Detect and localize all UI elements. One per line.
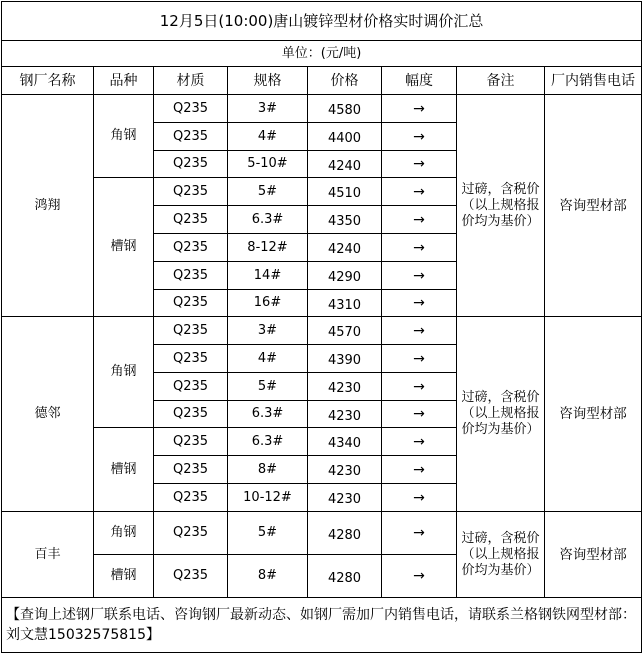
spec-cell: 5# — [228, 512, 308, 555]
header-row — [2, 67, 642, 95]
material-cell: Q235 — [154, 317, 228, 345]
change-arrow-icon: → — [382, 456, 457, 484]
material-cell: Q235 — [154, 512, 228, 555]
price-cell: 4580 — [308, 95, 382, 123]
price-summary-sheet — [1, 1, 641, 666]
price-table-body — [2, 2, 642, 653]
change-arrow-icon: → — [382, 317, 457, 345]
table-row — [2, 512, 642, 555]
material-cell: Q235 — [154, 373, 228, 401]
sales-phone-cell: 咨询型材部 — [545, 317, 642, 512]
price-cell: 4570 — [308, 317, 382, 345]
header-variety: 品种 — [94, 67, 154, 95]
variety-name: 槽钢 — [94, 428, 154, 512]
table-row — [2, 95, 642, 123]
spec-cell: 10-12# — [228, 484, 308, 512]
change-arrow-icon: → — [382, 95, 457, 123]
material-cell: Q235 — [154, 178, 228, 206]
spec-cell: 5# — [228, 178, 308, 206]
spec-cell: 8# — [228, 555, 308, 598]
spec-cell: 3# — [228, 317, 308, 345]
variety-name: 角钢 — [94, 95, 154, 178]
mill-name: 鸿翔 — [2, 95, 94, 317]
material-cell: Q235 — [154, 262, 228, 290]
price-cell: 4510 — [308, 178, 382, 206]
material-cell: Q235 — [154, 123, 228, 151]
price-cell: 4240 — [308, 234, 382, 262]
change-arrow-icon: → — [382, 262, 457, 290]
variety-name: 角钢 — [94, 317, 154, 428]
spec-cell: 5-10# — [228, 151, 308, 178]
material-cell: Q235 — [154, 456, 228, 484]
change-arrow-icon: → — [382, 555, 457, 598]
material-cell: Q235 — [154, 345, 228, 373]
change-arrow-icon: → — [382, 345, 457, 373]
price-cell: 4230 — [308, 456, 382, 484]
page-title: 12月5日(10:00)唐山镀锌型材价格实时调价汇总 — [2, 2, 642, 41]
table-row — [2, 317, 642, 345]
material-cell: Q235 — [154, 95, 228, 123]
price-cell: 4230 — [308, 484, 382, 512]
header-note: 备注 — [457, 67, 545, 95]
spec-cell: 8# — [228, 456, 308, 484]
note-cell: 过磅，含税价（以上规格报价均为基价） — [457, 317, 545, 512]
price-cell: 4350 — [308, 206, 382, 234]
spec-cell: 5# — [228, 373, 308, 401]
spec-cell: 8-12# — [228, 234, 308, 262]
price-cell: 4230 — [308, 401, 382, 428]
header-sales-phone: 厂内销售电话 — [545, 67, 642, 95]
price-cell: 4240 — [308, 151, 382, 178]
spec-cell: 3# — [228, 95, 308, 123]
material-cell: Q235 — [154, 428, 228, 456]
header-mill: 钢厂名称 — [2, 67, 94, 95]
price-table — [1, 1, 642, 653]
variety-name: 角钢 — [94, 512, 154, 555]
price-cell: 4280 — [308, 555, 382, 598]
material-cell: Q235 — [154, 290, 228, 317]
change-arrow-icon: → — [382, 401, 457, 428]
footer-row — [2, 598, 642, 653]
material-cell: Q235 — [154, 484, 228, 512]
price-cell: 4400 — [308, 123, 382, 151]
change-arrow-icon: → — [382, 151, 457, 178]
price-cell: 4390 — [308, 345, 382, 373]
change-arrow-icon: → — [382, 234, 457, 262]
price-cell: 4230 — [308, 373, 382, 401]
unit-row — [2, 41, 642, 67]
material-cell: Q235 — [154, 151, 228, 178]
change-arrow-icon: → — [382, 428, 457, 456]
change-arrow-icon: → — [382, 123, 457, 151]
mill-name: 德邻 — [2, 317, 94, 512]
spec-cell: 6.3# — [228, 206, 308, 234]
change-arrow-icon: → — [382, 512, 457, 555]
price-cell: 4290 — [308, 262, 382, 290]
material-cell: Q235 — [154, 206, 228, 234]
spec-cell: 6.3# — [228, 401, 308, 428]
header-change: 幅度 — [382, 67, 457, 95]
price-cell: 4340 — [308, 428, 382, 456]
material-cell: Q235 — [154, 234, 228, 262]
spec-cell: 4# — [228, 123, 308, 151]
sales-phone-cell: 咨询型材部 — [545, 512, 642, 598]
title-row — [2, 2, 642, 41]
spec-cell: 6.3# — [228, 428, 308, 456]
header-material: 材质 — [154, 67, 228, 95]
change-arrow-icon: → — [382, 290, 457, 317]
header-spec: 规格 — [228, 67, 308, 95]
spec-cell: 16# — [228, 290, 308, 317]
sales-phone-cell: 咨询型材部 — [545, 95, 642, 317]
price-cell: 4310 — [308, 290, 382, 317]
material-cell: Q235 — [154, 555, 228, 598]
header-price: 价格 — [308, 67, 382, 95]
change-arrow-icon: → — [382, 484, 457, 512]
variety-name: 槽钢 — [94, 555, 154, 598]
variety-name: 槽钢 — [94, 178, 154, 317]
change-arrow-icon: → — [382, 206, 457, 234]
spec-cell: 14# — [228, 262, 308, 290]
change-arrow-icon: → — [382, 373, 457, 401]
price-cell: 4280 — [308, 512, 382, 555]
mill-name: 百丰 — [2, 512, 94, 598]
footer-contact-note: 【查询上述钢厂联系电话、咨询钢厂最新动态、如钢厂需加厂内销售电话，请联系兰格钢铁网型材部：刘文慧15032575815】 — [2, 598, 642, 653]
note-cell: 过磅，含税价（以上规格报价均为基价） — [457, 512, 545, 598]
change-arrow-icon: → — [382, 178, 457, 206]
note-cell: 过磅，含税价（以上规格报价均为基价） — [457, 95, 545, 317]
spec-cell: 4# — [228, 345, 308, 373]
unit-label: 单位：(元/吨) — [2, 41, 642, 67]
material-cell: Q235 — [154, 401, 228, 428]
